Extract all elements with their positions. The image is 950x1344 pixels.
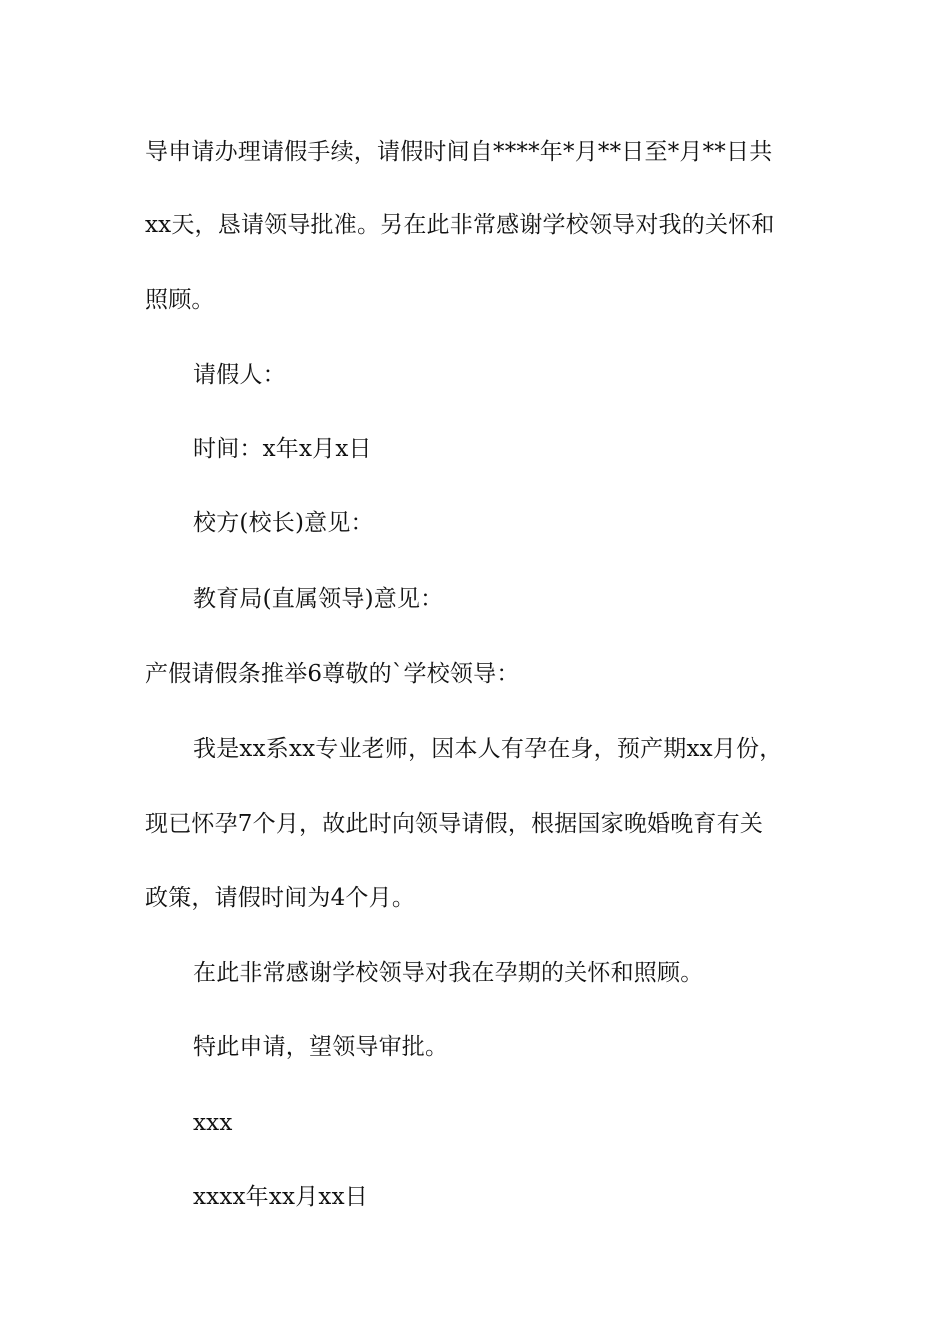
section-heading-salutation: 产假请假条推举6尊敬的`学校领导： bbox=[145, 661, 520, 687]
date-line: 时间：x年x月x日 bbox=[193, 436, 372, 462]
body-paragraph-line: 政策，请假时间为4个月。 bbox=[145, 885, 416, 911]
applicant-label: 请假人： bbox=[193, 362, 286, 388]
signature-date: xxxx年xx月xx日 bbox=[193, 1184, 368, 1210]
paragraph-line-continuation: 导申请办理请假手续，请假时间自****年*月**日至*月**日共 bbox=[145, 139, 773, 165]
body-paragraph-line: 我是xx系xx专业老师，因本人有孕在身，预产期xx月份， bbox=[193, 736, 783, 762]
body-paragraph-line: 现已怀孕7个月，故此时向领导请假，根据国家晚婚晚育有关 bbox=[145, 811, 764, 837]
thanks-paragraph: 在此非常感谢学校领导对我在孕期的关怀和照顾。 bbox=[193, 960, 704, 986]
education-bureau-opinion-label: 教育局(直属领导)意见： bbox=[193, 586, 444, 612]
paragraph-line-end: 照顾。 bbox=[145, 287, 215, 313]
request-closing: 特此申请，望领导审批。 bbox=[193, 1034, 449, 1060]
signature-name: xxx bbox=[193, 1110, 233, 1136]
principal-opinion-label: 校方(校长)意见： bbox=[193, 510, 374, 536]
paragraph-line-continuation: xx天，恳请领导批准。另在此非常感谢学校领导对我的关怀和 bbox=[145, 212, 775, 238]
